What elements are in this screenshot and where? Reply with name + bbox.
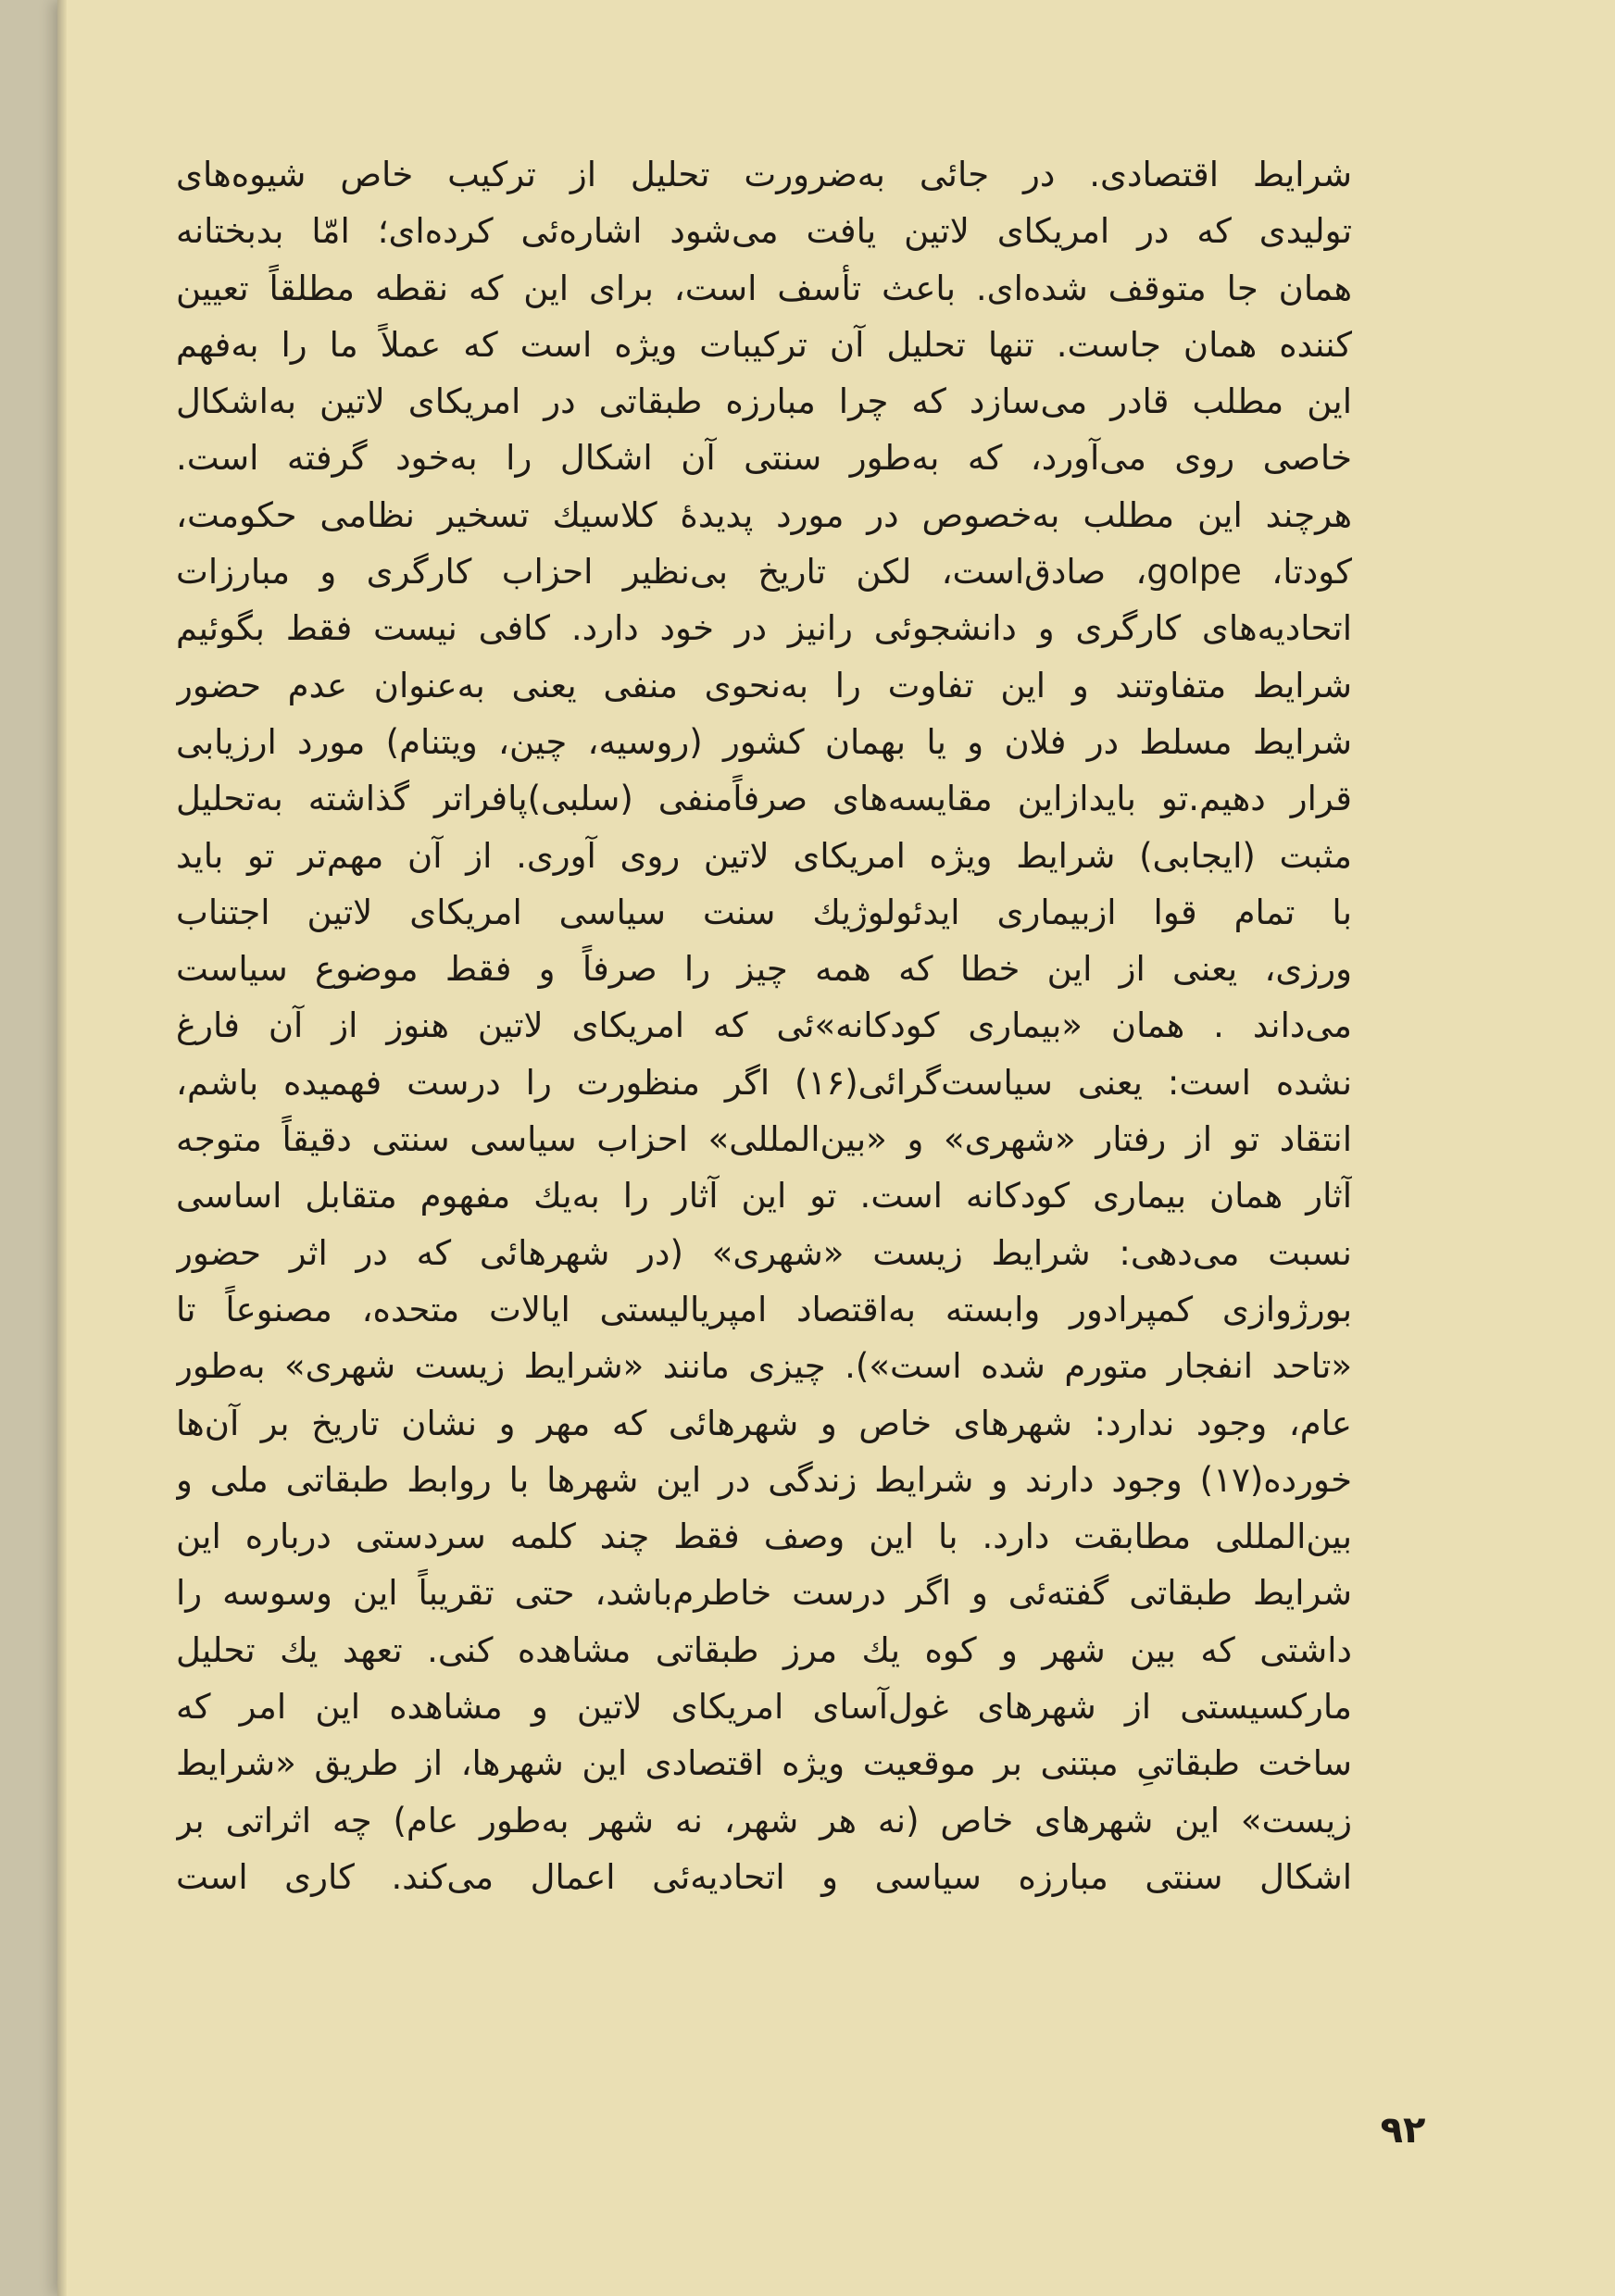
text-line: کننده همان جاست. تنها تحلیل آن ترکیبات ویژه است که عملاً ما را به‌فهم — [176, 324, 1352, 365]
text-line: آثار همان بیماری کودکانه است. تو این آثار را به‌یك مفهوم متقابل اساسی — [176, 1176, 1352, 1217]
text-line: نشده است: یعنی سیاست‌گرائی(۱۶) اگر منظورت را درست فهمیده باشم، — [176, 1062, 1352, 1103]
text-line: شرایط متفاوتند و این تفاوت را به‌نحوی منفی یعنی به‌عنوان عدم حضور — [176, 665, 1352, 705]
text-line: شرایط طبقاتی گفته‌ئی و اگر درست خاطرم‌باشد، حتی تقریباً این وسوسه را — [176, 1573, 1352, 1614]
text-line: بورژوازی کمپرادور وابسته به‌اقتصاد امپریالیستی ایالات متحده، مصنوعاً تا — [176, 1289, 1352, 1329]
text-line: نسبت می‌دهی: شرایط زیست «شهری» (در شهرهائی که در اثر حضور — [176, 1232, 1352, 1273]
body-text — [176, 146, 1352, 1905]
page-edge — [57, 0, 67, 2296]
text-line: قرار دهیم.تو بایدازاین مقایسه‌های صرفاًمنفی (سلبی)پافراتر گذاشته به‌تحلیل — [176, 779, 1352, 819]
text-line: ورزی، یعنی از این خطا که همه چیز را صرفاً و فقط موضوع سیاست — [176, 949, 1352, 990]
text-line: همان جا متوقف شده‌ای. باعث تأسف است، برای این که نقطه مطلقاً تعیین — [176, 268, 1352, 308]
text-line: داشتی که بین شهر و کوه یك مرز طبقاتی مشاهده کنی. تعهد یك تحلیل — [176, 1629, 1352, 1670]
text-line: مثبت (ایجابی) شرایط ویژه امریکای لاتین روی آوری. از آن مهم‌تر تو باید — [176, 835, 1352, 876]
text-line: تولیدی که در امریکای لاتین یافت می‌شود اشاره‌ئی کرده‌ای؛ امّا بدبختانه — [176, 211, 1352, 252]
text-line: خاصی روی می‌آورد، که به‌طور سنتی آن اشکال را به‌خود گرفته است. — [176, 438, 1352, 479]
text-line: می‌داند . همان «بیماری کودکانه»ئی که امریکای لاتین هنوز از آن فارغ — [176, 1005, 1352, 1046]
text-line: این مطلب قادر می‌سازد که چرا مبارزه طبقاتی در امریکای لاتین به‌اشکال — [176, 381, 1352, 422]
text-line: ساخت طبقاتیِ مبتنی بر موقعیت ویژه اقتصادی این شهرها، از طریق «شرایط — [176, 1743, 1352, 1784]
text-line: زیست» این شهرهای خاص (نه هر شهر، نه شهر به‌طور عام) چه اثراتی بر — [176, 1800, 1352, 1841]
text-line: اتحادیه‌های کارگری و دانشجوئی رانیز در خود دارد. کافی نیست فقط بگوئیم — [176, 608, 1352, 649]
text-line: خورده(۱۷) وجود دارند و شرایط زندگی در این شهرها با روابط طبقاتی ملی و — [176, 1459, 1352, 1500]
text-line: هرچند این مطلب به‌خصوص در مورد پدیدهٔ کلاسیك تسخیر نظامی حکومت، — [176, 494, 1352, 535]
text-line: مارکسیستی از شهرهای غول‌آسای امریکای لاتین و مشاهده این امر که — [176, 1687, 1352, 1728]
text-line: کودتا، golpe، صادق‌است، لکن تاریخ بی‌نظیر احزاب کارگری و مبارزات — [176, 552, 1352, 593]
page-number: ۹۲ — [1380, 2109, 1426, 2152]
text-line: شرایط مسلط در فلان و یا بهمان کشور (روسیه، چین، ویتنام) مورد ارزیابی — [176, 721, 1352, 762]
text-line: با تمام قوا ازبیماری ایدئولوژیك سنت سیاسی امریکای لاتین اجتناب — [176, 892, 1352, 932]
text-line: «تاحد انفجار متورم شده است»). چیزی مانند «شرایط زیست شهری» به‌طور — [176, 1346, 1352, 1387]
text-line: بین‌المللی مطابقت دارد. با این وصف فقط چند کلمه سردستی درباره این — [176, 1516, 1352, 1557]
text-line: اشکال سنتی مبارزه سیاسی و اتحادیه‌ئی اعمال می‌کند. کاری است — [176, 1856, 1352, 1897]
text-line: عام، وجود ندارد: شهرهای خاص و شهرهائی که مهر و نشان تاریخ بر آن‌ها — [176, 1403, 1352, 1443]
text-line: شرایط اقتصادی. در جائی به‌ضرورت تحلیل از ترکیب خاص شیوه‌های — [176, 155, 1352, 194]
text-line: انتقاد تو از رفتار «شهری» و «بین‌المللی» احزاب سیاسی سنتی دقیقاً متوجه — [176, 1119, 1352, 1160]
